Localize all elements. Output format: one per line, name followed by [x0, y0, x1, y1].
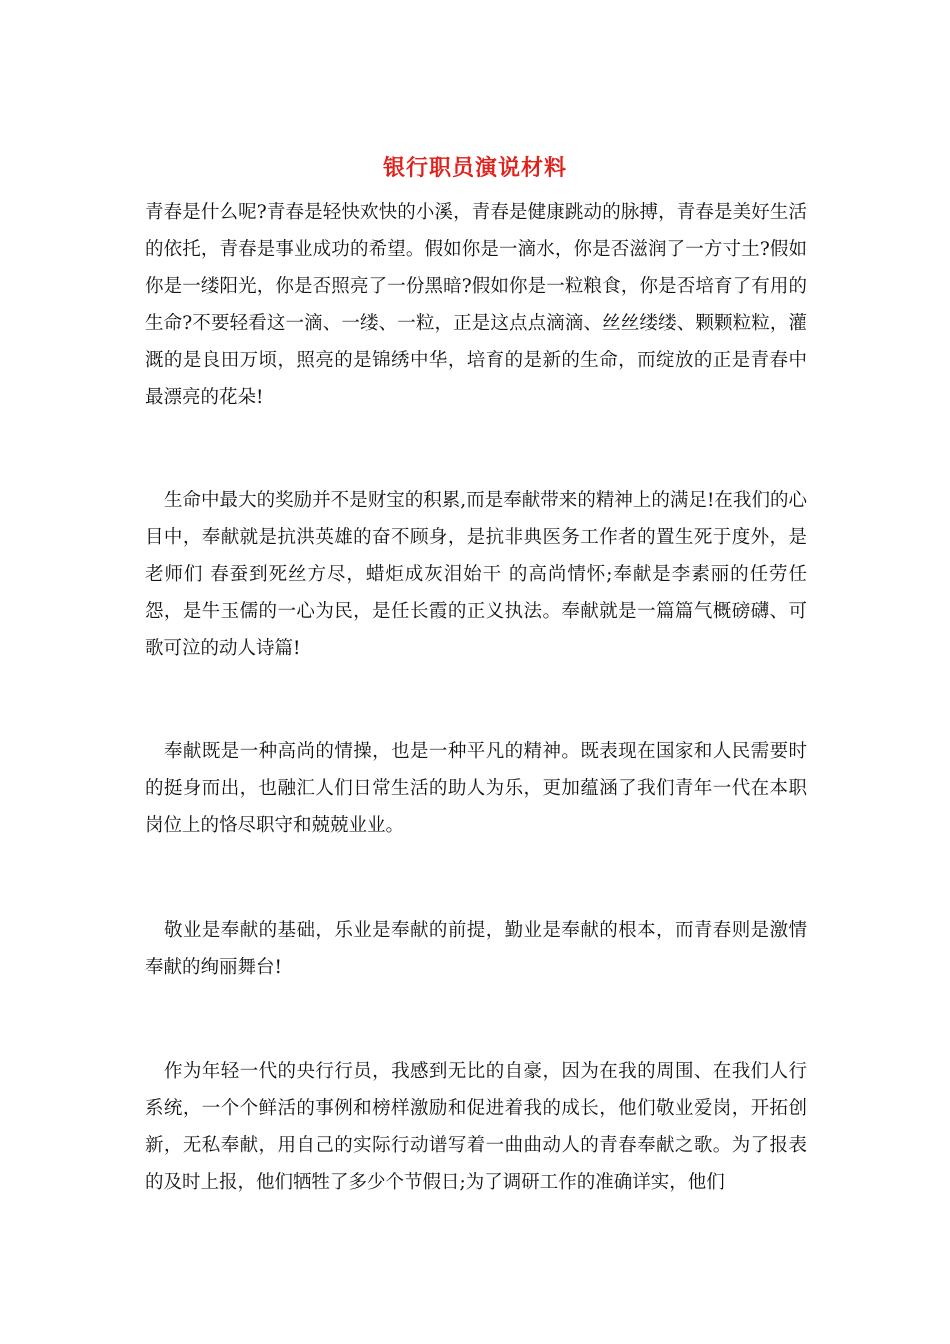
paragraph-reward: 生命中最大的奖励并不是财宝的积累,而是奉献带来的精神上的满足!在我们的心目中，奉献就是抗洪英雄的奋不顾身，是抗非典医务工作者的置生死于度外，是老师们 春蚕到死丝方尽，蜡炬成灰泪始干 的高尚情怀;奉献是李素丽的任劳任怨，是牛玉儒的一心为民，是任长霞的正义执法。奉献就是一篇篇气概磅礴、可歌可泣的动人诗篇!	[145, 490, 807, 659]
paragraph-youth: 青春是什么呢?青春是轻快欢快的小溪，青春是健康跳动的脉搏，青春是美好生活的依托，青春是事业成功的希望。假如你是一滴水，你是否滋润了一方寸土?假如你是一缕阳光，你是否照亮了一份黑暗?假如你是一粒粮食，你是否培育了有用的生命?不要轻看这一滴、一缕、一粒，正是这点点滴滴、丝丝缕缕、颗颗粒粒，灌溉的是良田万顷，照亮的是锦绣中华，培育的是新的生命，而绽放的正是青春中最漂亮的花朵!	[145, 202, 807, 408]
paragraph-devotion: 奉献既是一种高尚的情操，也是一种平凡的精神。既表现在国家和人民需要时的挺身而出，也融汇人们日常生活的助人为乐，更加蕴涵了我们青年一代在本职岗位上的恪尽职守和兢兢业业。	[145, 741, 807, 836]
document-title: 银行职员演说材料	[382, 155, 567, 181]
paragraph-central-bank: 作为年轻一代的央行行员，我感到无比的自豪，因为在我的周围、在我们人行系统，一个个鲜活的事例和榜样激励和促进着我的成长，他们敬业爱岗，开拓创新，无私奉献，用自己的实际行动谱写着一曲曲动人的青春奉献之歌。为了报表的及时上报，他们牺牲了多少个节假日;为了调研工作的准确详实，他们	[145, 1061, 807, 1193]
paragraph-dedication: 敬业是奉献的基础，乐业是奉献的前提，勤业是奉献的根本，而青春则是激情奉献的绚丽舞台!	[145, 920, 807, 978]
